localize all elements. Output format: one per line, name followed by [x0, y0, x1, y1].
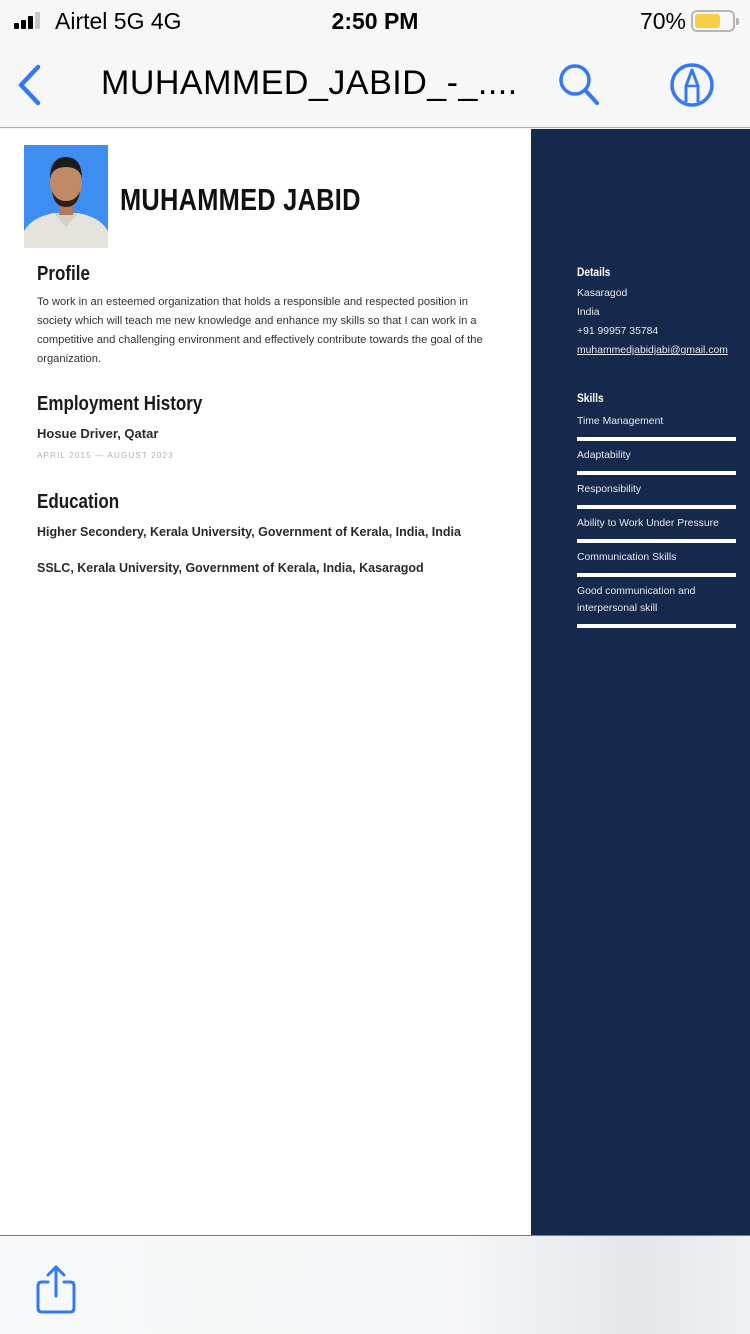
- search-button[interactable]: [555, 60, 605, 110]
- chevron-left-icon: [14, 62, 50, 108]
- status-time: 2:50 PM: [331, 8, 419, 34]
- skill-level-bar: [577, 539, 736, 543]
- details-city: Kasaragod: [577, 288, 628, 299]
- job-dates: APRIL 2015 — AUGUST 2023: [37, 451, 174, 460]
- skill-level-bar: [577, 437, 736, 441]
- battery-icon: [691, 10, 735, 32]
- resume-sidebar: [531, 129, 750, 1235]
- profile-summary: To work in an esteemed organization that holds a responsible and respected position in society which will teach me new knowledge and enhance my skills so that I can work in a competitive and challenging environment and effectively contribute towards the goal of the organization.: [37, 296, 483, 365]
- skill-item: [577, 481, 736, 509]
- skill-item: [577, 515, 736, 543]
- skill-label: Ability to Work Under Pressure: [577, 518, 719, 529]
- profile-section-title: Profile: [37, 263, 90, 285]
- skill-level-bar: [577, 505, 736, 509]
- education-section-title: Education: [37, 491, 120, 513]
- bottom-toolbar: [0, 1235, 750, 1334]
- search-icon: [555, 60, 605, 110]
- skill-level-bar: [577, 624, 736, 628]
- skill-item: [577, 549, 736, 577]
- details-email-link[interactable]: muhammedjabidjabi@gmail.com: [577, 345, 728, 356]
- skill-label: Communication Skills: [577, 552, 677, 563]
- details-title: Details: [577, 265, 611, 279]
- carrier-label: Airtel 5G 4G: [55, 8, 182, 34]
- skill-item: [577, 447, 736, 475]
- navigation-bar: [0, 42, 750, 128]
- job-title: Hosue Driver, Qatar: [37, 426, 159, 441]
- markup-button[interactable]: [667, 60, 717, 110]
- markup-pen-icon: [667, 60, 717, 110]
- details-phone[interactable]: +91 99957 35784: [577, 326, 659, 337]
- skill-label: Responsibility: [577, 484, 642, 495]
- share-button[interactable]: [34, 1264, 78, 1316]
- education-item: Higher Secondery, Kerala University, Government of Kerala, India, India: [37, 525, 461, 539]
- profile-photo: [24, 145, 108, 248]
- document-title: MUHAMMED_JABID_-_....: [101, 64, 518, 102]
- employment-section-title: Employment History: [37, 393, 203, 415]
- back-button[interactable]: [14, 62, 50, 108]
- skills-title: Skills: [577, 391, 604, 405]
- skill-item: [577, 413, 736, 441]
- battery-percentage: 70%: [639, 8, 686, 34]
- candidate-name: MUHAMMED JABID: [120, 182, 361, 217]
- skill-label: Time Management: [577, 416, 664, 427]
- skill-label: Good communication and interpersonal skill: [577, 586, 696, 614]
- resume-main-column: [0, 129, 531, 1235]
- skill-label: Adaptability: [577, 450, 631, 461]
- skill-level-bar: [577, 573, 736, 577]
- education-item: SSLC, Kerala University, Government of Kerala, India, Kasaragod: [37, 561, 424, 575]
- status-bar: [0, 0, 750, 42]
- share-icon: [34, 1264, 78, 1316]
- skill-item: [577, 583, 736, 628]
- skill-level-bar: [577, 471, 736, 475]
- details-country: India: [577, 307, 600, 318]
- pdf-document-page[interactable]: [0, 129, 750, 1235]
